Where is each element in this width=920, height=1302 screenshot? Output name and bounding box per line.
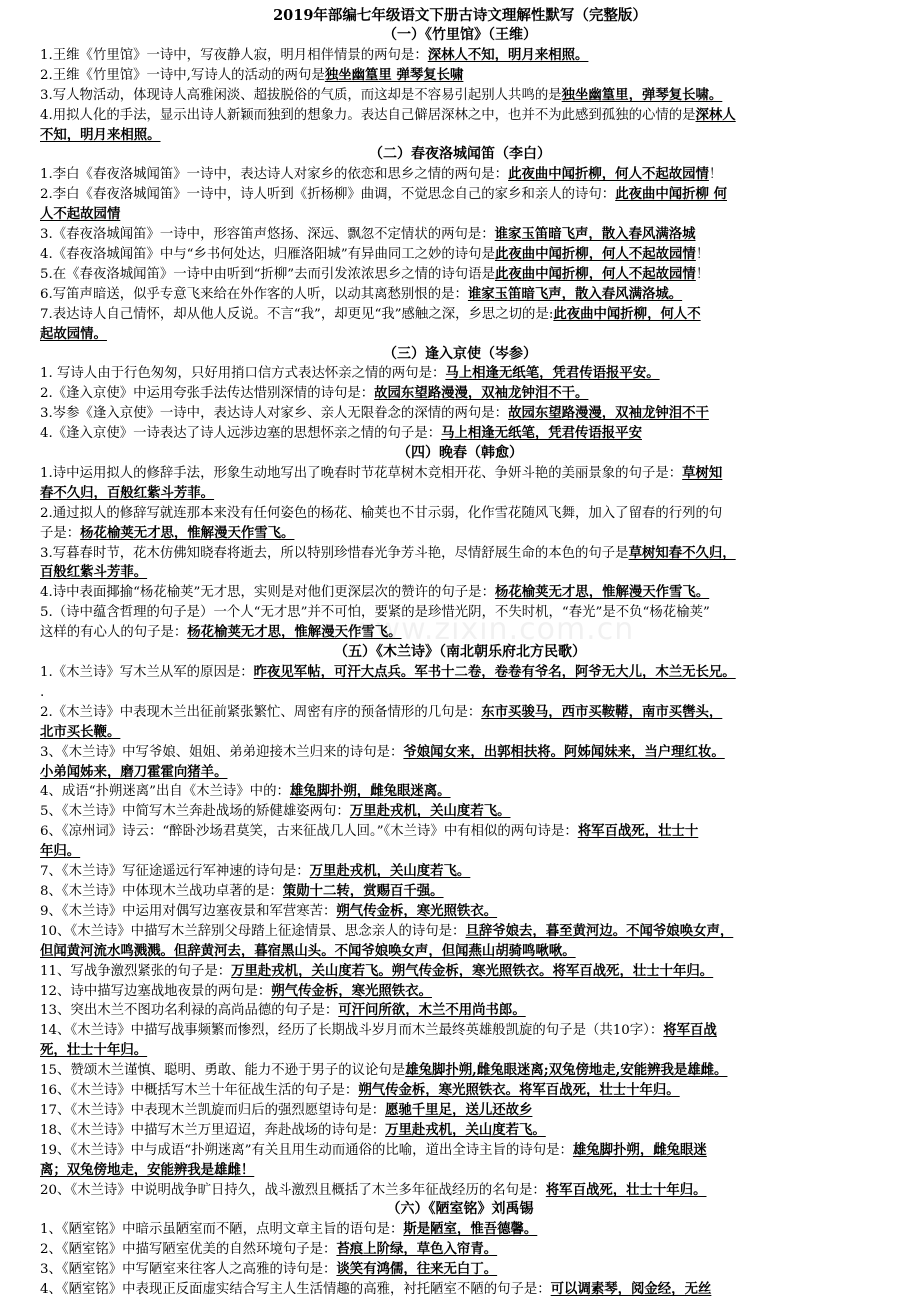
- question-text: 20、《木兰诗》中说明战争旷日持久，战斗激烈且概括了木兰多年征战经历的名句是：: [40, 1182, 546, 1198]
- line-content: [40, 703, 722, 723]
- line-content: [40, 126, 161, 146]
- answer-text: 此夜曲中闻折柳，何人不起故园情: [494, 245, 696, 262]
- question-text: 1.李白《春夜洛城闻笛》一诗中，表达诗人对家乡的依恋和思乡之情的两句是：: [40, 167, 509, 183]
- line-tail: ！: [695, 246, 710, 262]
- answer-text: 春不久归，百般红紫斗芳菲。: [40, 484, 215, 501]
- question-text: 3、《陋室铭》中写陋室来往客人之高雅的诗句是：: [40, 1262, 337, 1278]
- question-text: 3、《木兰诗》中写爷娘、姐姐、弟弟迎接木兰归来的诗句是：: [40, 744, 404, 760]
- question-text: 15、赞颂木兰谨慎、聪明、勇敢、能力不逊于男子的议论句是: [40, 1063, 406, 1079]
- question-line: [0, 1101, 920, 1122]
- line-content: [40, 185, 727, 205]
- answer-text: 人不起故园情: [40, 206, 121, 223]
- answer-text: 朔气传金柝，寒光照铁衣。将军百战死，壮士十年归。: [358, 1082, 680, 1099]
- line-content: [40, 1141, 707, 1161]
- line-content: [40, 484, 214, 504]
- question-line: [0, 663, 920, 684]
- answer-text: 马上相逢无纸笔，凭君传语报平安: [441, 425, 642, 442]
- question-line: [0, 66, 920, 87]
- question-line: [0, 822, 920, 843]
- question-line: [0, 623, 920, 644]
- answer-text: 马上相逢无纸笔，凭君传语报平安。: [445, 365, 660, 382]
- line-content: [40, 1081, 680, 1101]
- question-text: 4.用拟人化的手法，显示出诗人新颖而独到的想象力。表达自己僻居深林之中，也并不为此感到孤独的心情的是: [40, 107, 696, 123]
- question-line: [0, 524, 920, 545]
- answer-text: 东市买骏马，西市买鞍鞯，南市买辔头，: [481, 703, 723, 720]
- question-line: [0, 1260, 920, 1281]
- line-content: [387, 1200, 534, 1220]
- question-text: 7.表达诗人自己情怀，却从他人反说。不言“我”，却更见“我”感触之深，乡思之切的是:: [40, 306, 554, 322]
- line-content: [40, 265, 709, 285]
- section-heading: [0, 643, 920, 664]
- question-line: [0, 1041, 920, 1062]
- question-text: 10、《木兰诗》中描写木兰辞别父母踏上征途情景、思念亲人的诗句是：: [40, 923, 466, 939]
- line-content: [40, 822, 698, 842]
- question-text: 12、诗中描写边塞战地夜景的两句是：: [40, 983, 272, 999]
- section-heading: [0, 345, 920, 366]
- question-text: 这样的有心人的句子是：: [40, 625, 188, 641]
- answer-text: 草树知春不久归，: [628, 544, 736, 561]
- question-line: [0, 1161, 920, 1182]
- line-content: [40, 683, 44, 703]
- line-content: [40, 325, 107, 345]
- watermark: www.zixin.com.cn: [350, 612, 635, 647]
- section-title: （一）《竹里馆》（王维）: [383, 27, 537, 43]
- line-content: [40, 46, 588, 66]
- page-title: [0, 6, 920, 28]
- question-line: [0, 185, 920, 206]
- answer-text: 杨花榆荚无才思，惟解漫天作雪飞。: [187, 624, 402, 641]
- line-tail: ！: [708, 167, 723, 183]
- answer-text: 此夜曲中闻折柳，何人不起故园情: [508, 166, 709, 183]
- question-line: [0, 583, 920, 604]
- line-content: [40, 862, 470, 882]
- question-text: 1.王维《竹里馆》一诗中，写夜静人寂，明月相伴情景的两句是：: [40, 47, 428, 63]
- question-line: [0, 424, 920, 445]
- section-heading: [0, 145, 920, 166]
- answer-text: 独坐幽篁里，弹琴复长啸。: [561, 86, 723, 103]
- question-text: 6.写笛声暗送，似乎专意飞来给在外作客的人听，以动其离愁别恨的是：: [40, 286, 468, 302]
- line-content: [40, 1121, 546, 1141]
- question-line: [0, 1141, 920, 1162]
- line-content: [40, 86, 722, 106]
- answer-text: 苔痕上阶绿，草色入帘青。: [336, 1241, 498, 1258]
- line-content: [40, 1061, 727, 1081]
- line-content: [40, 922, 733, 942]
- answer-text: 可汗问所欲，木兰不用尚书郎。: [338, 1002, 526, 1019]
- question-text: 2、《陋室铭》中描写陋室优美的自然环境句子是：: [40, 1242, 337, 1258]
- question-line: [0, 743, 920, 764]
- question-line: [0, 305, 920, 326]
- answer-text: 策勋十二转，赏赐百千强。: [282, 882, 444, 899]
- line-content: [40, 165, 722, 185]
- question-text: 2.《逢入京使》中运用夸张手法传达惜别深情的诗句是：: [40, 386, 375, 402]
- question-text: 2.通过拟人的修辞写就连那本来没有任何姿色的杨花、榆荚也不甘示弱，化作雪花随风飞舞，加入了留春的行列的句: [40, 505, 723, 521]
- line-content: [40, 544, 736, 564]
- line-content: [40, 1101, 532, 1121]
- question-text: 14、《木兰诗》中描写战事频繁而惨烈，经历了长期战斗岁月而木兰最终英雄般凯旋的句子是（共10字）：: [40, 1023, 664, 1039]
- line-content: [40, 942, 576, 962]
- line-content: [40, 225, 696, 245]
- answer-text: 北市买长鞭。: [40, 723, 121, 740]
- question-line: [0, 842, 920, 863]
- question-line: [0, 384, 920, 405]
- answer-text: 草树知: [682, 464, 723, 481]
- line-content: [40, 882, 444, 902]
- question-line: [0, 1280, 920, 1301]
- question-text: 4、成语“扑朔迷离”出自《木兰诗》中的：: [40, 784, 290, 800]
- question-text: 4.诗中表面揶揄“杨花榆荚”无才思，实则是对他们更深层次的赞许的句子是：: [40, 585, 495, 601]
- answer-text: 百般红紫斗芳菲。: [40, 564, 148, 581]
- answer-text: 万里赴戎机，关山度若飞。: [349, 803, 511, 820]
- question-text: 2.李白《春夜洛城闻笛》一诗中，诗人听到《折杨柳》曲调，不觉思念自己的家乡和亲人的诗句：: [40, 187, 616, 203]
- question-line: [0, 106, 920, 127]
- question-text: 3.写人物活动，体现诗人高雅闲淡、超拔脱俗的气质，而这却是不容易引起别人共鸣的是: [40, 87, 562, 103]
- answer-text: 雄兔脚扑朔，雌兔眼迷: [572, 1141, 707, 1158]
- line-content: [40, 66, 463, 86]
- question-line: [0, 882, 920, 903]
- question-line: [0, 683, 920, 704]
- question-text: 11、写战争激烈紧张的句子是：: [40, 963, 232, 979]
- answer-text: 万里赴戎机，关山度若飞。: [309, 863, 471, 880]
- line-content: [40, 1220, 537, 1240]
- question-text: 5.在《春夜洛城闻笛》一诗中由听到“折柳”去而引发浓浓思乡之情的诗句语是: [40, 266, 495, 282]
- line-content: [40, 902, 497, 922]
- answer-text: 爷娘闻女来，出郭相扶将。阿姊闻妹来，当户理红妆。: [403, 743, 725, 760]
- answer-text: 死，壮士十年归。: [40, 1042, 148, 1059]
- line-content: [40, 424, 642, 444]
- answer-text: 斯是陋室，惟吾德馨。: [403, 1221, 538, 1238]
- question-text: 1. 写诗人由于行色匆匆，只好用捎口信方式表达怀亲之情的两句是：: [40, 366, 446, 382]
- question-text: 13、突出木兰不图功名利禄的高尚品德的句子是：: [40, 1003, 339, 1019]
- line-content: [40, 563, 147, 583]
- line-content: [397, 444, 523, 464]
- question-line: [0, 225, 920, 246]
- answer-text: 年归。: [40, 843, 81, 860]
- line-content: [40, 962, 713, 982]
- line-content: [40, 743, 725, 763]
- section-title: （六）《陋室铭》刘禹锡: [386, 1201, 534, 1218]
- question-text: 17、《木兰诗》中表现木兰凯旋而归后的强烈愿望诗句是：: [40, 1102, 386, 1118]
- question-line: [0, 563, 920, 584]
- answer-text: 此夜曲中闻折柳 何: [615, 186, 727, 203]
- line-content: [334, 643, 586, 663]
- question-line: [0, 205, 920, 226]
- answer-text: 深林人不知，明月来相照。: [427, 46, 589, 63]
- question-text: 1、《陋室铭》中暗示虽陋室而不陋，点明文章主旨的语句是：: [40, 1222, 404, 1238]
- question-line: [0, 464, 920, 485]
- question-line: [0, 364, 920, 385]
- question-text: 子是：: [40, 525, 81, 541]
- question-line: [0, 1081, 920, 1102]
- question-line: [0, 723, 920, 744]
- line-content: [40, 583, 709, 603]
- title-text: 2019年部编七年级语文下册古诗文理解性默写（完整版）: [273, 7, 647, 24]
- question-line: [0, 1021, 920, 1042]
- question-line: [0, 1181, 920, 1202]
- question-line: [0, 126, 920, 147]
- question-line: [0, 484, 920, 505]
- answer-text: 杨花榆荚无才思，惟解漫天作雪飞。: [494, 584, 710, 601]
- line-content: [40, 1280, 711, 1300]
- answer-text: 起故园情。: [40, 325, 107, 342]
- question-line: [0, 962, 920, 983]
- question-text: .: [40, 684, 45, 700]
- question-line: [0, 1240, 920, 1261]
- question-line: [0, 265, 920, 286]
- question-line: [0, 404, 920, 425]
- section-title: （二）春夜洛城闻笛（李白）: [369, 146, 551, 163]
- question-text: 2.王维《竹里馆》一诗中,写诗人的活动的两句是: [40, 67, 325, 83]
- section-heading: [0, 444, 920, 465]
- question-text: 18、《木兰诗》中描写木兰万里迢迢，奔赴战场的诗句是：: [40, 1122, 386, 1138]
- line-content: [383, 345, 537, 365]
- question-text: 7、《木兰诗》写征途遥远行军神速的诗句是：: [40, 864, 310, 880]
- question-line: [0, 1001, 920, 1022]
- answer-text: 深林人: [695, 106, 736, 123]
- answer-text: 将军百战死，壮士十: [577, 823, 699, 840]
- question-line: [0, 325, 920, 346]
- line-content: [40, 106, 736, 126]
- question-line: [0, 703, 920, 724]
- question-line: [0, 1061, 920, 1082]
- question-line: [0, 86, 920, 107]
- line-content: [40, 285, 682, 305]
- line-content: [40, 723, 120, 743]
- line-content: [383, 26, 537, 46]
- answer-text: 万里赴戎机，关山度若飞。: [385, 1121, 546, 1138]
- section-heading: [0, 1200, 920, 1221]
- answer-text: 将军百战: [663, 1022, 717, 1039]
- question-line: [0, 942, 920, 963]
- answer-text: 独坐幽篁里 弹琴复长啸: [324, 66, 464, 83]
- answer-text: 谈笑有鸿儒，往来无白丁。: [336, 1261, 498, 1278]
- question-line: [0, 902, 920, 923]
- answer-text: 愿驰千里足，送儿还故乡: [385, 1101, 533, 1118]
- question-text: 5.（诗中蕴含哲理的句子是）一个人“无才思”并不可怕，要紧的是珍惜光阴，不失时机，“春光”是不负“杨花榆荚”: [40, 605, 710, 621]
- question-line: [0, 245, 920, 266]
- line-content: [40, 464, 722, 484]
- answer-text: 此夜曲中闻折柳，何人不起故园情: [494, 265, 696, 282]
- line-content: [40, 842, 80, 862]
- question-line: [0, 285, 920, 306]
- question-text: 1.诗中运用拟人的修辞手法，形象生动地写出了晚春时节花草树木竞相开花、争妍斗艳的美丽景象的句子是：: [40, 465, 683, 481]
- question-text: 9、《木兰诗》中运用对偶写边塞夜景和军营寒苦：: [40, 903, 337, 919]
- line-content: [40, 663, 736, 683]
- question-text: 19、《木兰诗》中与成语“扑朔迷离”有关且用生动而通俗的比喻，道出全诗主旨的诗句是：: [40, 1142, 573, 1158]
- question-text: 3.岑参《逢入京使》一诗中，表达诗人对家乡、亲人无限眷念的深情的两句是：: [40, 406, 509, 422]
- line-content: [40, 1240, 497, 1260]
- line-content: [40, 1001, 526, 1021]
- question-text: 1.《木兰诗》写木兰从军的原因是：: [40, 665, 254, 680]
- line-content: [40, 782, 451, 802]
- section-title: （四）晚春（韩愈）: [397, 445, 523, 462]
- line-content: [40, 1041, 147, 1061]
- line-content: [40, 763, 227, 783]
- answer-text: 朔气传金柝，寒光照铁衣。: [336, 902, 498, 919]
- question-text: 4.《春夜洛城闻笛》中与“乡书何处达，归雁洛阳城”有异曲同工之妙的诗句是: [40, 246, 495, 262]
- section-title: （三）逢入京使（岑参）: [383, 345, 537, 362]
- question-text: 5、《木兰诗》中简写木兰奔赴战场的矫健雄姿两句：: [40, 804, 350, 820]
- answer-text: 故园东望路漫漫，双袖龙钟泪不干。: [374, 385, 589, 402]
- line-content: [40, 1181, 706, 1201]
- answer-text: 离；双兔傍地走，安能辨我是雄雌！: [40, 1161, 255, 1178]
- question-line: [0, 763, 920, 784]
- question-text: 3.《春夜洛城闻笛》一诗中，形容笛声悠扬、深远、飘忽不定情状的两句是：: [40, 227, 495, 243]
- question-line: [0, 544, 920, 565]
- question-line: [0, 46, 920, 67]
- answer-text: 旦辞爷娘去，暮至黄河边。不闻爷娘唤女声，: [465, 922, 734, 939]
- line-content: [40, 1021, 717, 1041]
- answer-text: 杨花榆荚无才思，惟解漫天作雪飞。: [80, 524, 295, 541]
- answer-text: 不知，明月来相照。: [40, 126, 161, 143]
- line-content: [40, 982, 432, 1002]
- section-heading: [0, 26, 920, 47]
- section-title: （五）《木兰诗》（南北朝乐府北方民歌）: [334, 644, 586, 661]
- question-line: [0, 504, 920, 525]
- line-content: [40, 504, 722, 524]
- answer-text: 小弟闻姊来，磨刀霍霍向猪羊。: [40, 763, 228, 780]
- line-content: [40, 404, 709, 424]
- line-content: [40, 1260, 497, 1280]
- question-text: 2.《木兰诗》中表现木兰出征前紧张繁忙、周密有序的预备情形的几句是：: [40, 704, 482, 720]
- answer-text: 雄兔脚扑朔,雌兔眼迷离;双兔傍地走,安能辨我是雄雌。: [405, 1062, 728, 1079]
- answer-text: 故园东望路漫漫，双袖龙钟泪不干: [508, 405, 709, 422]
- question-line: [0, 982, 920, 1003]
- question-line: [0, 1220, 920, 1241]
- answer-text: 朔气传金柝，寒光照铁衣。: [271, 982, 432, 999]
- question-line: [0, 603, 920, 624]
- answer-text: 此夜曲中闻折柳，何人不: [553, 305, 701, 322]
- answer-text: 可以调素琴，阅金经，无丝: [550, 1281, 712, 1298]
- question-line: [0, 862, 920, 883]
- answer-text: 万里赴戎机，关山度若飞。朔气传金柝，寒光照铁衣。将军百战死，壮士十年归。: [231, 962, 714, 979]
- line-content: [40, 603, 710, 623]
- question-text: 6、《凉州词》诗云：“醉卧沙场君莫笑，古来征战几人回。”《木兰诗》中有相似的两句诗是：: [40, 824, 578, 840]
- line-content: [40, 802, 511, 822]
- question-text: 8、《木兰诗》中体现木兰战功卓著的是：: [40, 883, 283, 899]
- answer-text: 雄兔脚扑朔，雌兔眼迷离。: [289, 783, 451, 800]
- line-content: [40, 623, 402, 643]
- answer-text: 谁家玉笛暗飞声，散入春风满洛城。: [467, 285, 683, 302]
- answer-text: 将军百战死，壮士十年归。: [545, 1181, 707, 1198]
- line-content: [40, 524, 294, 544]
- question-line: [0, 782, 920, 803]
- question-text: 4.《逢入京使》一诗表达了诗人远涉边塞的思想怀亲之情的句子是：: [40, 426, 442, 442]
- line-content: [40, 1161, 254, 1181]
- line-tail: ！: [695, 266, 710, 282]
- line-content: [40, 305, 701, 325]
- line-content: [369, 145, 551, 165]
- question-text: 16、《木兰诗》中概括写木兰十年征战生活的句子是：: [40, 1083, 359, 1099]
- line-content: [40, 245, 709, 265]
- answer-text: 但闻黄河流水鸣溅溅。但辞黄河去，暮宿黑山头。不闻爷娘唤女声，但闻燕山胡骑鸣啾啾。: [40, 942, 576, 959]
- question-line: [0, 802, 920, 823]
- question-text: 4、《陋室铭》中表现正反面虚实结合写主人生活情趣的高雅，衬托陋室不陋的句子是：: [40, 1282, 551, 1298]
- line-content: [40, 384, 588, 404]
- question-text: 3.写暮春时节，花木仿佛知晓春将逝去，所以特别珍惜春光争芳斗艳，尽情舒展生命的本色的句子是: [40, 545, 629, 561]
- answer-text: 昨夜见军帖，可汗大点兵。军书十二卷，卷卷有爷名，阿爷无大儿，木兰无长兄。: [253, 664, 736, 680]
- line-content: [40, 205, 120, 225]
- question-line: [0, 165, 920, 186]
- answer-text: 谁家玉笛暗飞声，散入春风满洛城: [494, 226, 696, 243]
- question-line: [0, 922, 920, 943]
- line-content: [40, 364, 660, 384]
- question-line: [0, 1121, 920, 1142]
